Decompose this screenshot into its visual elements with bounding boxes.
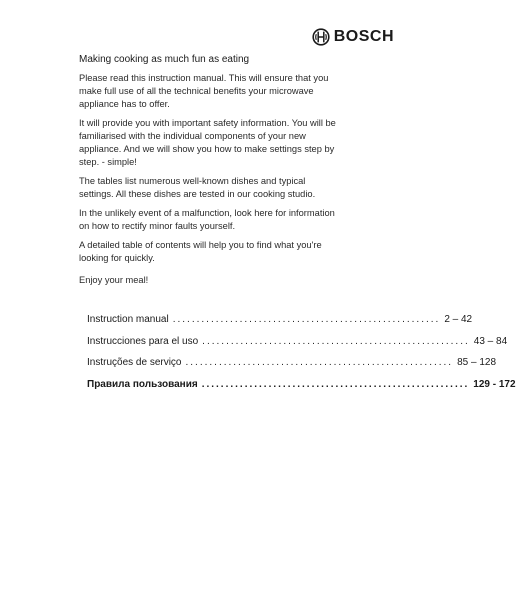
toc-pages: 85 – 128	[457, 357, 497, 368]
toc-leader: ........................................................	[172, 314, 441, 325]
toc-row-spanish[interactable]	[87, 335, 508, 357]
brand-wordmark: BOSCH	[333, 28, 394, 45]
intro-paragraph: A detailed table of contents will help you to find what you're looking for quickly.	[79, 240, 322, 263]
toc-pages: 43 – 84	[473, 335, 508, 347]
toc-leader: ........................................................	[201, 378, 470, 390]
intro-paragraph: In the unlikely event of a malfunction, look here for information on how to rectify minor faults yourself.	[79, 208, 335, 231]
toc-row-portuguese[interactable]	[87, 356, 497, 378]
toc-label: Instrucciones para el uso	[87, 335, 199, 347]
toc-row-english[interactable]	[87, 313, 473, 335]
bosch-armature-icon	[312, 28, 330, 46]
toc-pages: 2 – 42	[444, 314, 473, 325]
intro-paragraph: It will provide you with important safety information. You will be familiarised with the individual components of your new appliance. And we will show you how to make settings step by step. - simple!	[79, 118, 336, 167]
toc-row-russian[interactable]	[87, 378, 516, 400]
intro-paragraph: Please read this instruction manual. This will ensure that you make full use of all the technical benefits your microwave appliance has to offer.	[79, 73, 329, 109]
table-of-contents	[87, 313, 516, 399]
toc-label: Instruções de serviço	[87, 357, 182, 368]
toc-label: Правила пользования	[87, 378, 198, 390]
toc-leader: ........................................................	[202, 335, 470, 347]
intro-heading: Making cooking as much fun as eating	[79, 54, 250, 65]
toc-label: Instruction manual	[87, 314, 169, 325]
closing-text: Enjoy your meal!	[79, 275, 149, 285]
intro-section	[79, 53, 341, 271]
intro-paragraph: The tables list numerous well-known dishes and typical settings. All these dishes are tested in our cooking studio.	[79, 176, 316, 199]
bosch-logo	[312, 28, 394, 46]
toc-leader: ........................................................	[185, 357, 454, 368]
toc-pages: 129 - 172	[473, 378, 516, 390]
